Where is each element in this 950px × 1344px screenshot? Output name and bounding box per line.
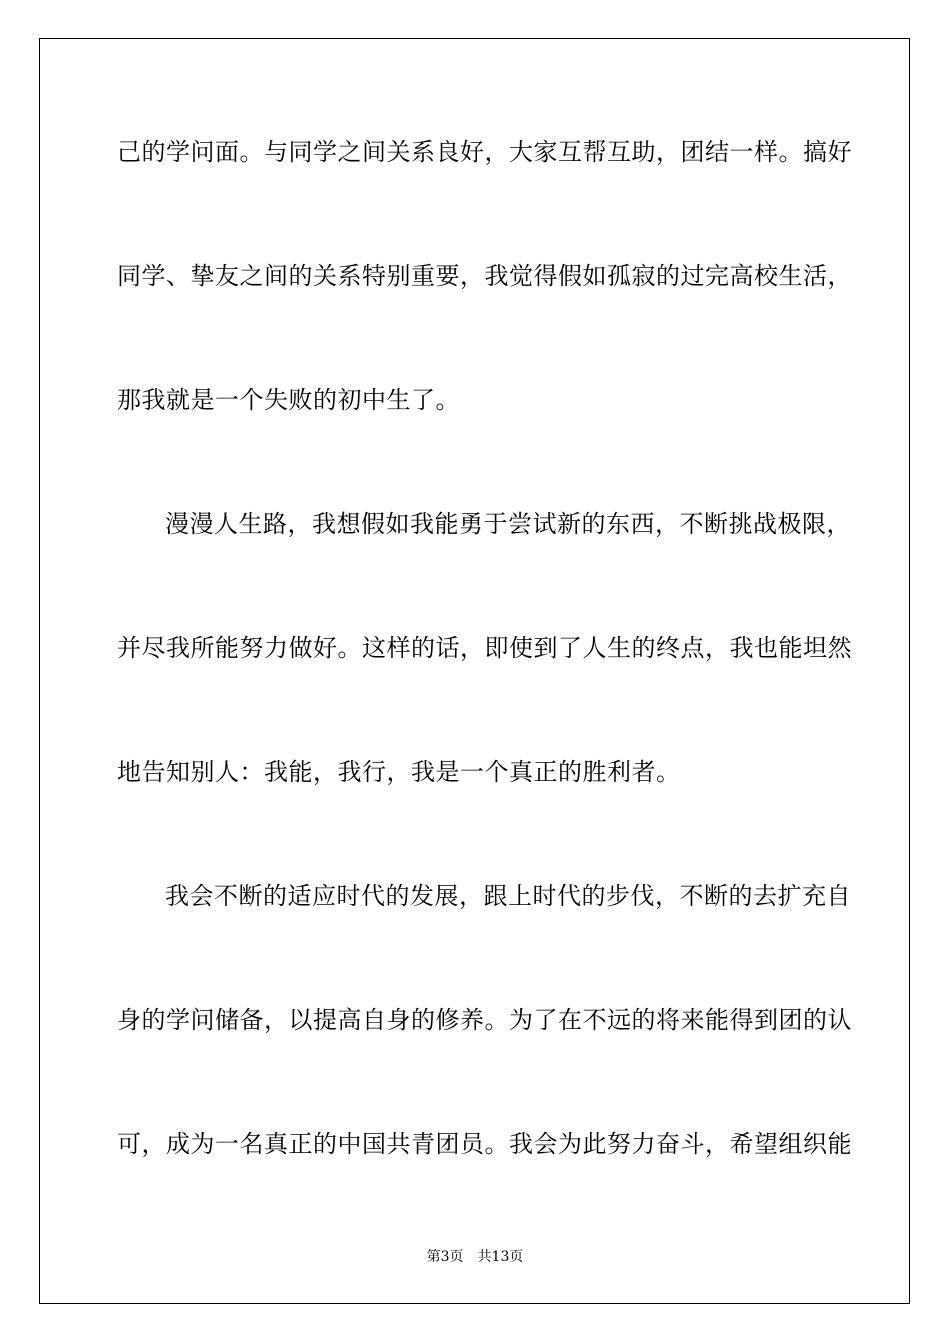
page-footer xyxy=(0,1248,950,1266)
total-pages: 共13页 xyxy=(477,1249,524,1265)
text-line-7: 我会不断的适应时代的发展，跟上时代的步伐，不断的去扩充自 xyxy=(165,882,851,910)
page-number: 第3页 xyxy=(426,1249,464,1265)
text-line-8: 身的学问储备，以提高自身的修养。为了在不远的将来能得到团的认 xyxy=(117,1006,852,1034)
text-line-5: 并尽我所能努力做好。这样的话，即使到了人生的终点，我也能坦然 xyxy=(117,634,852,662)
text-line-6: 地告知别人：我能，我行，我是一个真正的胜利者。 xyxy=(117,758,681,786)
text-line-1: 己的学问面。与同学之间关系良好，大家互帮互助，团结一样。搞好 xyxy=(117,138,852,166)
text-line-2: 同学、挚友之间的关系特别重要，我觉得假如孤寂的过完高校生活， xyxy=(117,262,852,290)
page-border xyxy=(39,38,910,1304)
text-line-3: 那我就是一个失败的初中生了。 xyxy=(117,386,460,414)
text-line-9: 可，成为一名真正的中国共青团员。我会为此努力奋斗，希望组织能 xyxy=(117,1130,852,1158)
text-line-4: 漫漫人生路，我想假如我能勇于尝试新的东西，不断挑战极限， xyxy=(165,510,851,538)
